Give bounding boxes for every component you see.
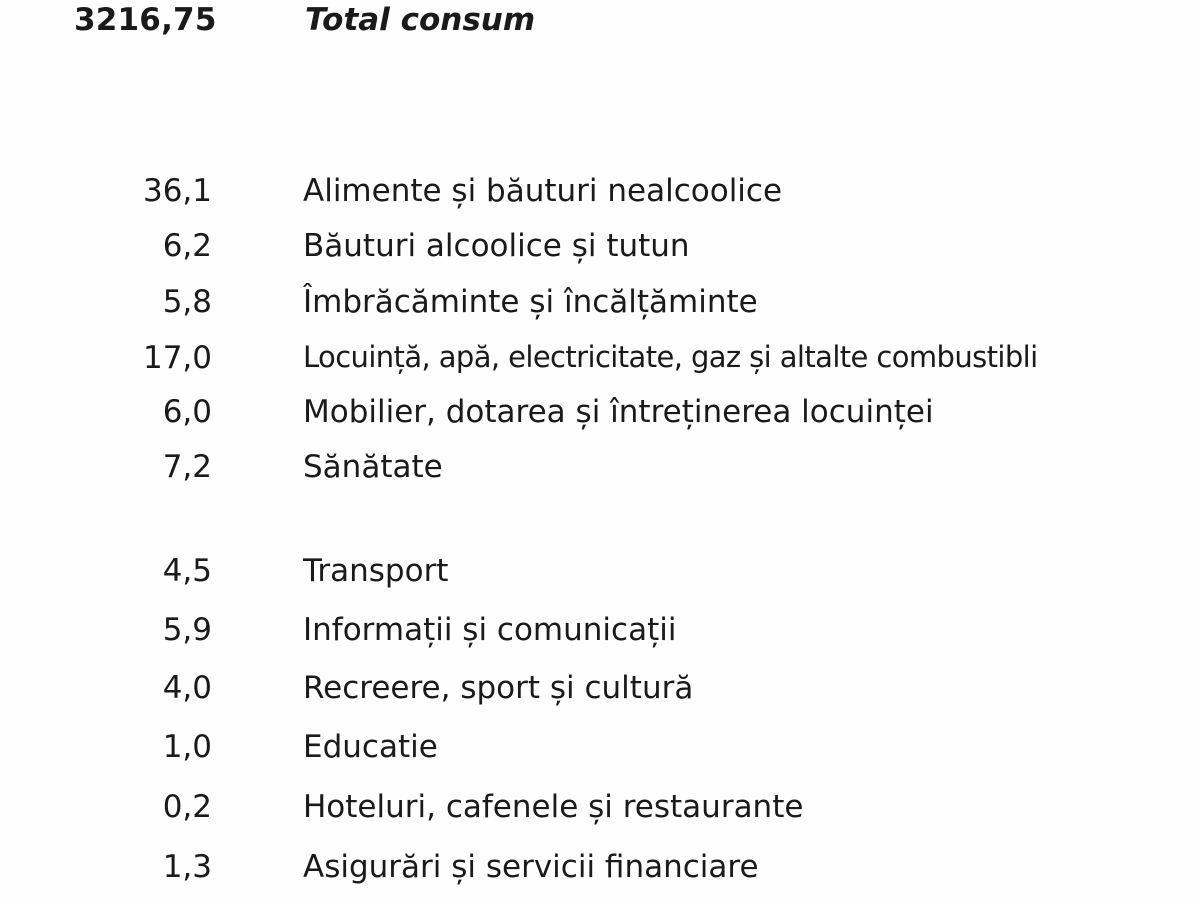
item-label: Recreere, sport și cultură: [303, 670, 694, 706]
item-percentage: 4,5: [162, 553, 212, 589]
list-item-furniture: [0, 394, 1200, 438]
item-label: Educatie: [303, 729, 438, 765]
item-label: Hoteluri, cafenele și restaurante: [303, 789, 804, 825]
item-label: Sănătate: [303, 449, 443, 485]
list-item-insurance: [0, 849, 1200, 893]
item-label: Băuturi alcoolice și tutun: [303, 228, 690, 264]
list-item-communications: [0, 612, 1200, 656]
item-percentage: 1,0: [162, 729, 212, 765]
list-item-health: [0, 449, 1200, 493]
item-percentage: 36,1: [142, 173, 212, 209]
item-percentage: 17,0: [142, 340, 212, 376]
list-item-education: [0, 729, 1200, 773]
item-percentage: 7,2: [162, 449, 212, 485]
item-percentage: 5,9: [162, 612, 212, 648]
list-item-food: [0, 173, 1200, 217]
total-consumption-label: Total consum: [305, 2, 536, 38]
list-item-transport: [0, 553, 1200, 597]
item-label: Asigurări și servicii financiare: [303, 849, 759, 885]
item-label: Mobilier, dotarea și întreținerea locuinței: [303, 394, 934, 430]
list-item-housing: [0, 340, 1200, 384]
item-percentage: 5,8: [162, 284, 212, 320]
list-item-recreation: [0, 670, 1200, 714]
item-percentage: 6,2: [162, 228, 212, 264]
item-percentage: 4,0: [162, 670, 212, 706]
item-percentage: 0,2: [162, 789, 212, 825]
item-label: Locuință, apă, electricitate, gaz și altalte combustibli: [303, 340, 1038, 374]
item-label: Îmbrăcăminte și încălțăminte: [303, 284, 758, 320]
item-label: Transport: [303, 553, 449, 589]
item-label: Alimente și băuturi nealcoolice: [303, 173, 783, 209]
list-item-alcohol-tobacco: [0, 228, 1200, 272]
list-item-hotels: [0, 789, 1200, 833]
list-item-clothing: [0, 284, 1200, 328]
item-percentage: 1,3: [162, 849, 212, 885]
item-percentage: 6,0: [162, 394, 212, 430]
total-consumption-value: 3216,75: [74, 2, 217, 38]
item-label: Informații și comunicații: [303, 612, 677, 648]
